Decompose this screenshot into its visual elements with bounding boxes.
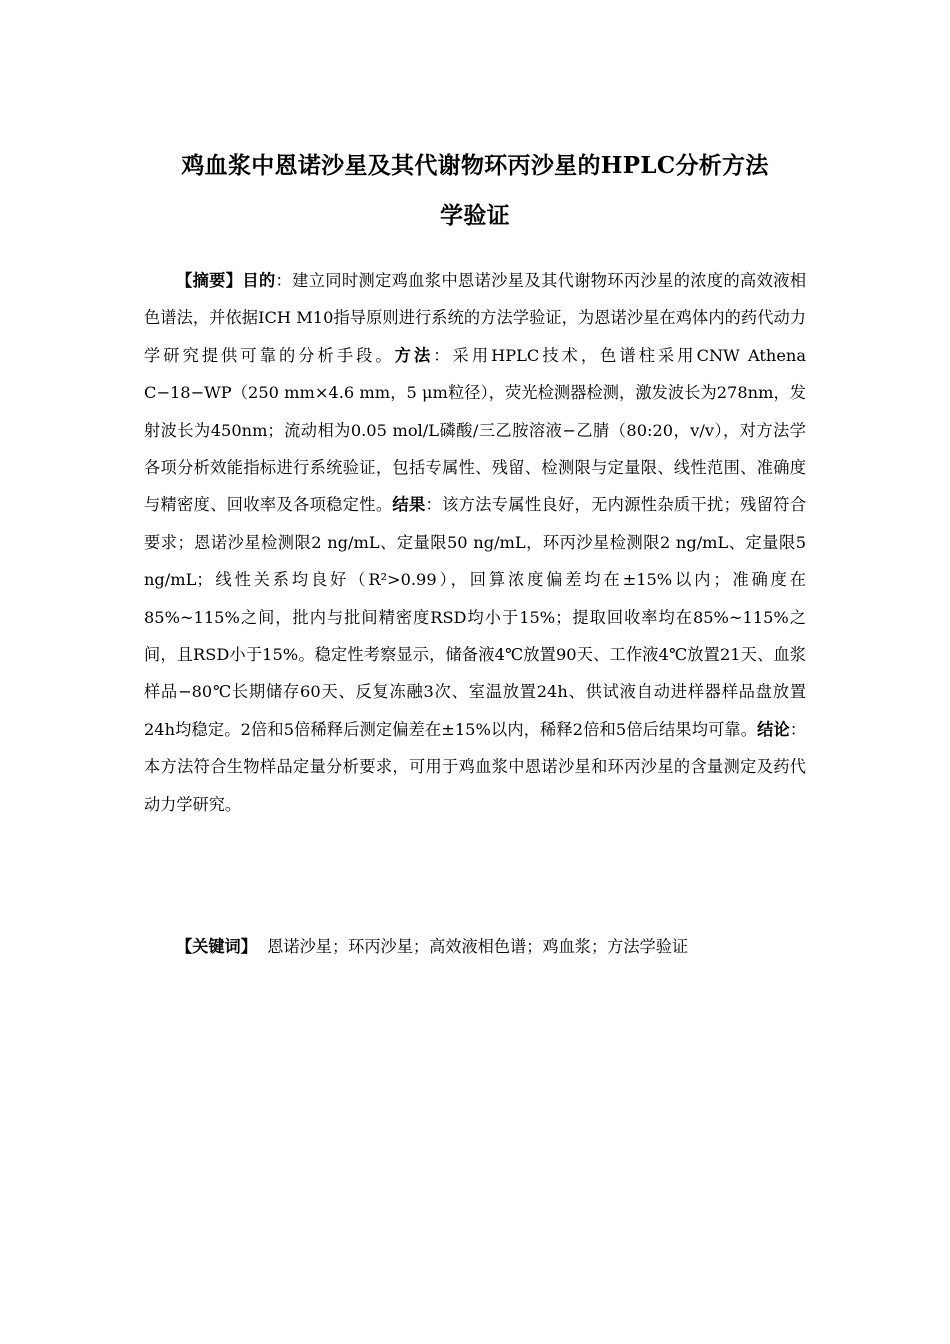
keywords-text: 恩诺沙星；环丙沙星；高效液相色谱；鸡血浆；方法学验证 — [256, 937, 689, 956]
paper-title-line-1: 鸡血浆中恩诺沙星及其代谢物环丙沙星的HPLC分析方法 — [181, 152, 769, 179]
results-text: ：该方法专属性良好，无内源性杂质干扰；残留符合要求；恩诺沙星检测限2 ng/mL、定量限50 ng/mL，环丙沙星检测限2 ng/mL、定量限5 ng/mL；线性关系均良好（R²>0.99），回算浓度偏差均在±15%以内；准确度在85%~115%之间，批内与批间精密度RSD均小于15%；提取回收率均在85%~115%之间，且RSD小于15%。稳定性考察显示，储备液4℃放置90天、工作液4℃放置21天、血浆样品−80℃长期储存60天、反复冻融3次、室温放置24h、供试液自动进样器样品盘放置24h均稳定。2倍和5倍稀释后测定偏差在±15%以内，稀释2倍和5倍后结果均可靠。 — [144, 495, 807, 739]
abstract-paragraph — [144, 262, 806, 823]
results-label: 结果 — [392, 495, 426, 515]
methods-label: 方法 — [394, 345, 434, 365]
keywords-line — [176, 930, 816, 964]
methods-text: ：采用HPLC技术，色谱柱采用CNW Athena C−18−WP（250 mm×4.6 mm，5 μm粒径），荧光检测器检测，激发波长为278nm，发射波长为450nm；流动相为0.05 mol/L磷酸/三乙胺溶液−乙腈（80:20，v/v），对方法学各项分析效能指标进行系统验证，包括专属性、残留、检测限与定量限、线性范围、准确度与精密度、回收率及各项稳定性。 — [144, 345, 807, 515]
keywords-label: 【关键词】 — [176, 937, 257, 956]
objective-text: ：建立同时测定鸡血浆中恩诺沙星及其代谢物环丙沙星的浓度的高效液相色谱法，并依据ICH M10指导原则进行系统的方法学验证，为恩诺沙星在鸡体内的药代动力学研究提供可靠的分析手段。 — [144, 271, 807, 365]
conclusion-label: 结论 — [757, 719, 790, 739]
objective-label: 目的 — [242, 271, 276, 290]
abstract-label: 【摘要】 — [176, 271, 243, 290]
paper-title-line-2: 学验证 — [440, 202, 510, 229]
conclusion-text: ：本方法符合生物样品定量分析要求，可用于鸡血浆中恩诺沙星和环丙沙星的含量测定及药代动力学研究。 — [144, 719, 807, 814]
